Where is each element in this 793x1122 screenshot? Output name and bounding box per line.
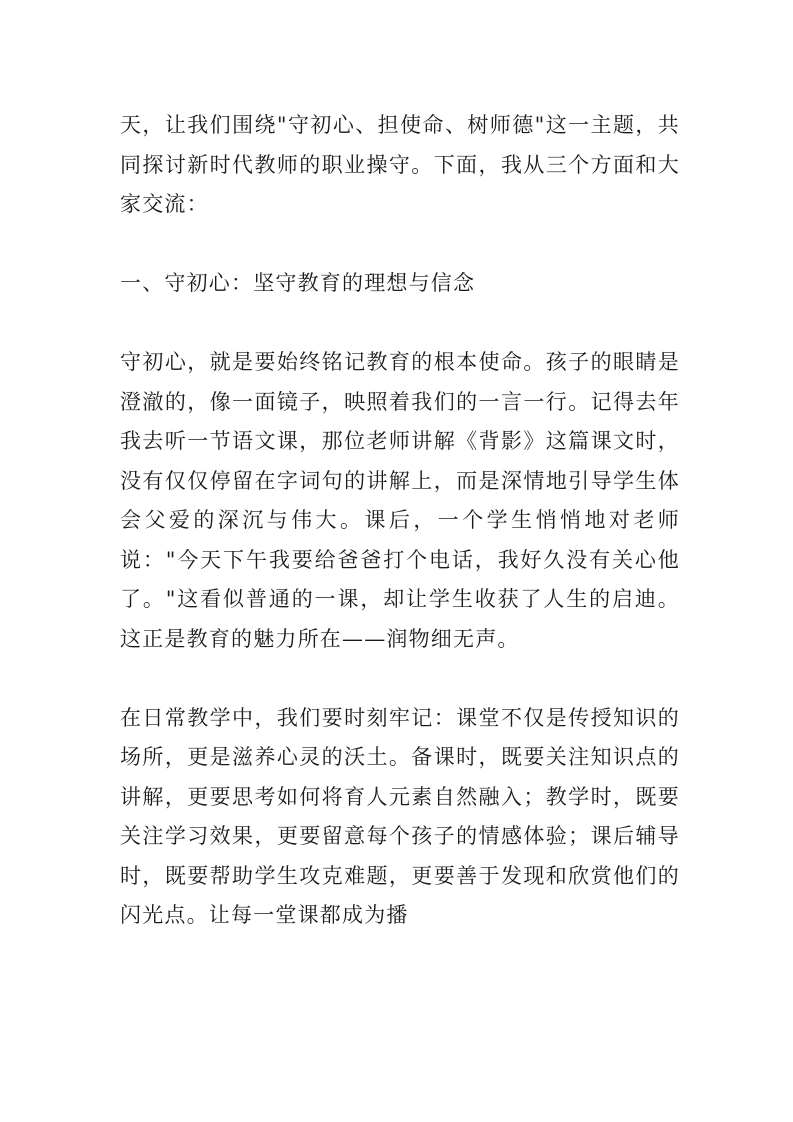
paragraph-spacer (120, 225, 680, 265)
paragraph-spacer (120, 659, 680, 699)
paragraph-spacer (120, 304, 680, 344)
section-heading: 一、守初心：坚守教育的理想与信念 (120, 271, 476, 295)
document-body (120, 106, 680, 936)
paragraph-body: 在日常教学中，我们要时刻牢记：课堂不仅是传授知识的场所，更是滋养心灵的沃土。备课时，既要关注知识点的讲解，更要思考如何将育人元素自然融入；教学时，既要关注学习效果，更要留意每个孩子的情感体验；课后辅导时，既要帮助学生攻克难题，更要善于发现和欣赏他们的闪光点。让每一堂课都成为播 (120, 705, 680, 927)
paragraph-intro: 天，让我们围绕"守初心、担使命、树师德"这一主题，共同探讨新时代教师的职业操守。下面，我从三个方面和大家交流： (120, 113, 680, 216)
paragraph-body: 守初心，就是要始终铭记教育的根本使命。孩子的眼睛是澄澈的，像一面镜子，映照着我们的一言一行。记得去年我去听一节语文课，那位老师讲解《背影》这篇课文时，没有仅仅停留在字词句的讲解上，而是深情地引导学生体会父爱的深沉与伟大。课后，一个学生悄悄地对老师说："今天下午我要给爸爸打个电话，我好久没有关心他了。"这看似普通的一课，却让学生收获了人生的启迪。这正是教育的魅力所在——润物细无声。 (120, 350, 680, 651)
